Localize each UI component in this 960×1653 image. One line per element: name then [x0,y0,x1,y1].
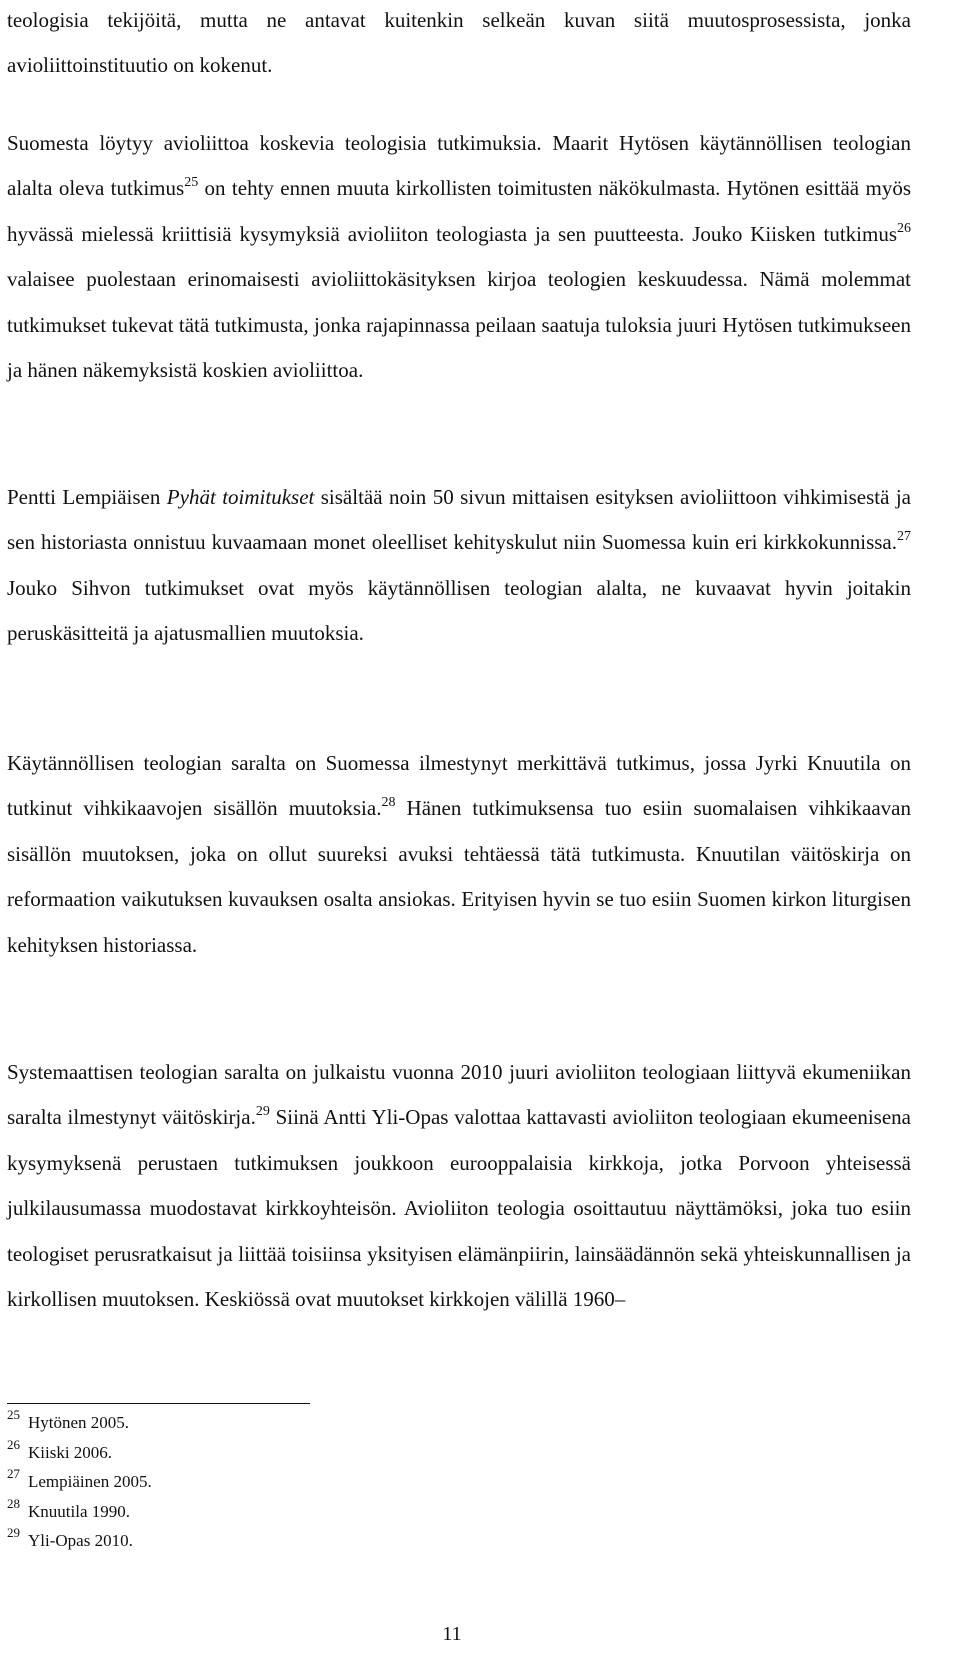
footnote-reference: 28 [381,795,396,811]
paragraph-text: on tehty ennen muuta kirkollisten toimitusten näkökulmasta. Hytönen esittää myös hyvässä mielessä kriittisiä kysymyksiä avioliiton teologiasta ja sen puutteesta. Jouko Kiisken tutkimus [7,176,911,246]
book-title: Pyhät toimitukset [166,485,315,509]
paragraph-lempiainen [7,475,911,657]
footnote-number: 29 [7,1525,20,1540]
footnote-text: Hytönen 2005. [28,1413,130,1432]
paragraph-finnish-studies [7,121,911,393]
paragraph-intro [7,0,911,89]
footnote-reference: 27 [897,529,911,545]
paragraph-text: sisältää noin 50 sivun mittaisen esityksen avioliittoon vihkimisestä ja sen historiasta onnistuu kuvaamaan monet oleelliset kehityskulut niin Suomessa kuin eri kirkkokunnissa. [7,485,911,555]
paragraph-knuutila [7,741,911,968]
footnote-number: 27 [7,1466,20,1481]
footnote-text: Yli-Opas 2010. [28,1531,133,1550]
footnote-text: Kiiski 2006. [28,1442,113,1462]
paragraph-text: Suomesta löytyy avioliittoa koskevia teologisia tutkimuksia. Maarit Hytösen käytännöllisen teologian alalta oleva tutkimus [7,131,911,201]
footnote-reference: 25 [184,175,199,191]
paragraph-text: Pentti Lempiäisen [7,485,167,509]
paragraph-text: Siinä Antti Yli-Opas valottaa kattavasti avioliiton teologiaan ekumeenisena kysymyksenä perustaen tutkimuksen joukkoon eurooppalaisia kirkkoja, jotka Porvoon yhteisessä julkilausumassa muodostavat kirkkoyhteisön. Avioliiton teologia osoittautuu näyttämöksi, joka tuo esiin teologiset perusratkaisut ja liittää toisiinsa yksityisen elämänpiirin, lainsäädännön sekä yhteiskunnallisen ja kirkollisen muutoksen. Keskiössä ovat muutokset kirkkojen välillä 1960– [7,1105,911,1312]
footnotes [7,1403,607,1551]
paragraph-text: valaisee puolestaan erinomaisesti avioliittokäsityksen kirjoa teologien keskuudessa. Nämä molemmat tutkimukset tukevat tätä tutkimusta, jonka rajapinnassa peilaan saatuja tuloksia juuri Hytösen tutkimukseen ja hänen näkemyksistä koskien avioliittoa. [7,267,911,383]
footnote-25 [7,1403,607,1433]
footnote-number: 25 [7,1407,20,1422]
footnote-number: 26 [7,1436,20,1452]
paragraph-text: Käytännöllisen teologian saralta on Suomessa ilmestynyt merkittävä tutkimus, jossa Jyrki Knuutila on tutkinut vihkikaavojen sisällön muutoksia. [7,751,911,821]
footnote-29 [7,1521,607,1551]
page-number: 11 [442,1623,462,1645]
footnote-reference: 29 [255,1104,270,1120]
footnote-27 [7,1462,607,1492]
paragraph-text: teologisia tekijöitä, mutta ne antavat kuitenkin selkeän kuvan siitä muutosprosessista, jonka avioliittoinstituutio on kokenut. [7,8,911,78]
footnote-28 [7,1492,607,1522]
footnote-text: Knuutila 1990. [28,1501,130,1521]
paragraph-text: Hänen tutkimuksensa tuo esiin suomalaisen vihkikaavan sisällön muutoksen, joka on ollut suureksi avuksi tehtäessä tätä tutkimusta. Knuutilan väitöskirja on reformaation vaikutuksen kuvauksen osalta ansiokas. Erityisen hyvin se tuo esiin Suomen kirkon liturgisen kehityksen historiassa. [7,796,911,957]
paragraph-text: Jouko Sihvon tutkimukset ovat myös käytännöllisen teologian alalta, ne kuvaavat hyvin joitakin peruskäsitteitä ja ajatusmallien muutoksia. [7,575,911,646]
paragraph-text: Systemaattisen teologian saralta on julkaistu vuonna 2010 juuri avioliiton teologiaan liittyvä ekumeniikan saralta ilmestynyt väitöskirja. [7,1060,911,1130]
footnote-reference: 26 [897,220,911,236]
footnote-26 [7,1433,607,1463]
footnote-text: Lempiäinen 2005. [28,1472,152,1491]
paragraph-yli-opas [7,1050,911,1322]
footnote-number: 28 [7,1495,20,1511]
